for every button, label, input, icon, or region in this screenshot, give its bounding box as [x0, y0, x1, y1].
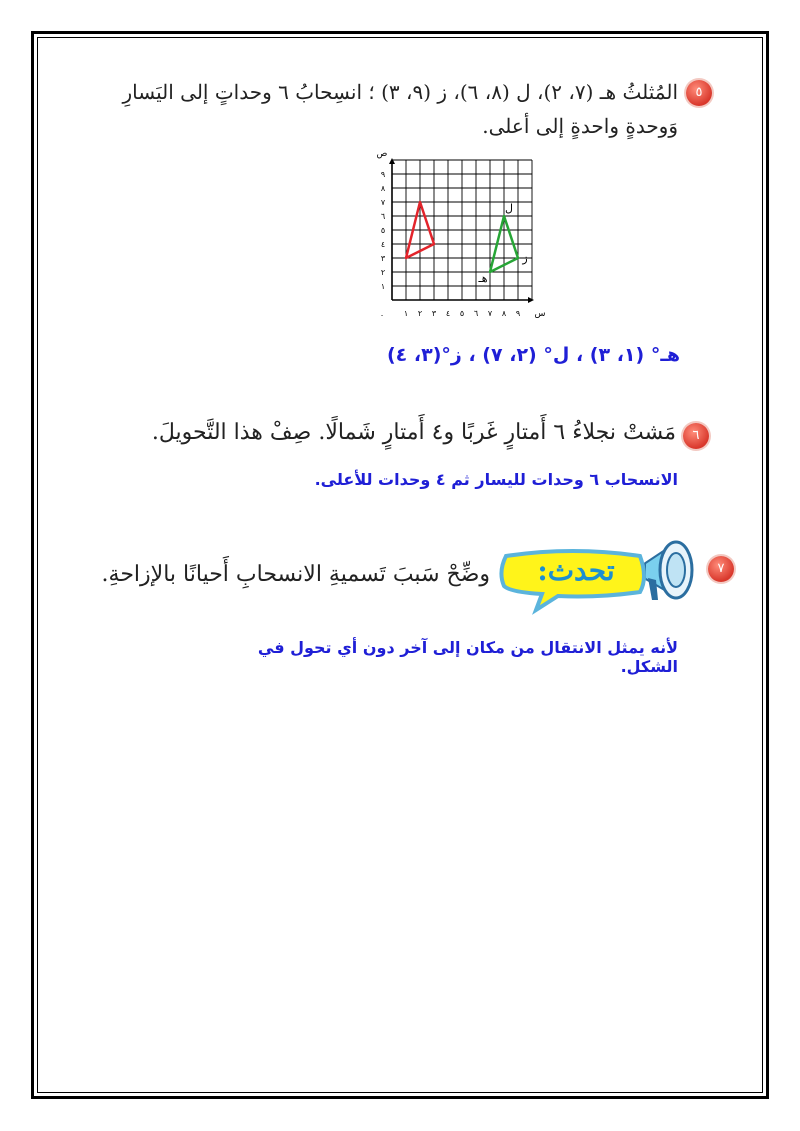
coordinate-grid	[370, 149, 550, 325]
x-tick-label: ٩	[515, 309, 521, 318]
vertex-label-l: ل	[505, 202, 513, 215]
question-6-answer: الانسحاب ٦ وحدات لليسار ثم ٤ وحدات للأعلى.	[314, 470, 678, 489]
y-tick-label: ٣	[380, 254, 386, 263]
y-tick-label: ١	[380, 282, 386, 291]
talk-label: تحدث:	[537, 554, 615, 587]
y-axis-label: ص	[376, 149, 388, 159]
x-tick-label: ٧	[487, 309, 493, 318]
question-number-badge: ٧	[708, 556, 734, 582]
y-tick-label: ٤	[380, 240, 386, 249]
question-5-line-1: المُثلثُ هـ (٧، ٢)، ل (٨، ٦)، ز (٩، ٣) ؛ انسِحابُ ٦ وحداتٍ إلى اليَسارِ	[122, 80, 678, 104]
grid-labels	[377, 149, 546, 320]
question-number-badge: ٥	[686, 80, 712, 106]
y-tick-label: ٢	[380, 268, 386, 277]
question-6-text: مَشتْ نجلاءُ ٦ أَمتارٍ غَربًا و٤ أَمتارٍ شَمالًا. صِفْ هذا التَّحويلَ.	[151, 420, 676, 445]
x-axis-arrow	[528, 297, 534, 303]
y-tick-label: ٥	[380, 226, 386, 235]
question-5-answer: هـ° (١، ٣) ، ل° (٢، ٧) ، ز°(٣، ٤)	[386, 344, 680, 366]
question-5-line-2: وَوحدةٍ واحدةٍ إلى أعلى.	[482, 114, 678, 138]
x-tick-label: ٤	[445, 309, 451, 318]
x-tick-label: ٨	[501, 309, 507, 318]
x-axis-label: س	[534, 309, 546, 319]
y-tick-label: ٨	[380, 184, 386, 193]
x-tick-label: ٥	[459, 309, 465, 318]
question-number-badge: ٦	[683, 423, 709, 449]
x-tick-label: ٢	[417, 309, 423, 318]
question-7-text: وضِّحْ سَببَ تَسميةِ الانسحابِ أَحيانًا بالإزاحةِ.	[101, 562, 490, 587]
grid-lines	[389, 158, 534, 303]
x-tick-label: ٦	[473, 309, 479, 318]
origin-label: ٠	[379, 311, 385, 320]
x-tick-label: ٣	[431, 309, 437, 318]
question-7-answer: لأنه يمثل الانتقال من مكان إلى آخر دون أي تحول في الشكل.	[257, 638, 678, 676]
vertex-label-z: ز	[522, 252, 528, 265]
y-tick-label: ٧	[380, 198, 386, 207]
vertex-label-h: هـ	[478, 272, 488, 285]
y-tick-label: ٩	[380, 170, 386, 179]
x-tick-label: ١	[403, 309, 409, 318]
y-tick-label: ٦	[380, 212, 386, 221]
